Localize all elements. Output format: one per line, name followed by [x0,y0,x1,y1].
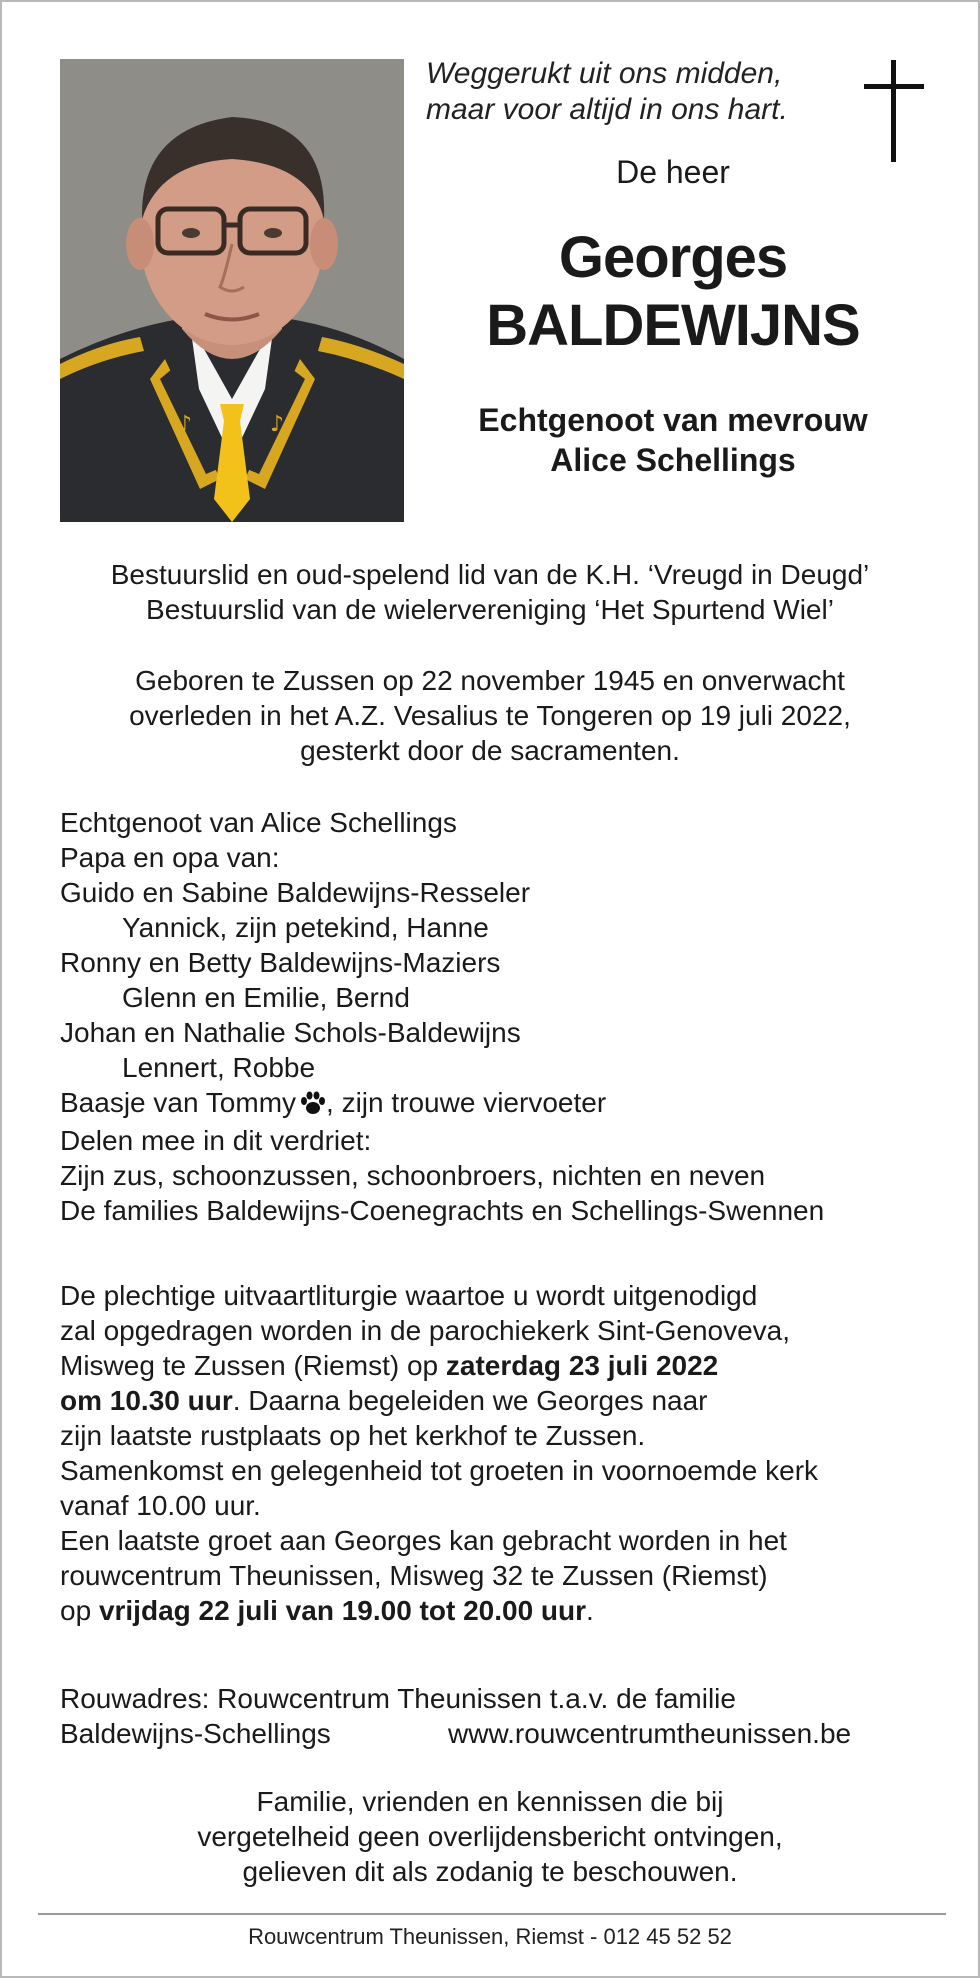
quote-line-1: Weggerukt uit ons midden, [426,57,783,90]
birth-death-line: Geboren te Zussen op 22 november 1945 en onverwacht [135,665,845,696]
grandchildren-line: Glenn en Emilie, Bernd [122,982,410,1013]
website-link[interactable]: www.rouwcentrumtheunissen.be [448,1718,852,1749]
portrait-photo [60,59,404,522]
deceased-name [472,224,874,360]
viewing-suffix: . [586,1595,594,1626]
address-line-1: Rouwadres: Rouwcentrum Theunissen t.a.v. de familie [60,1683,736,1714]
ceremony-location: Misweg te Zussen (Riemst) op [60,1350,446,1381]
address-line-2 [60,1716,950,1751]
spouse-line-2: Alice Schellings [550,442,796,478]
spouse-line-1: Echtgenoot van mevrouw [478,402,868,438]
ceremony-line [60,1593,950,1628]
ceremony-info [60,1278,950,1628]
last-name: BALDEWIJNS [486,293,860,358]
child-line: Johan en Nathalie Schols-Baldewijns [60,1017,521,1048]
families-line: De families Baldewijns-Coenegrachts en Schellings-Swennen [60,1195,825,1226]
pet-text-after: , zijn trouwe viervoeter [326,1087,607,1118]
ceremony-line: vanaf 10.00 uur. [60,1490,261,1521]
grandchildren-line: Lennert, Robbe [122,1052,316,1083]
pet-text-before: Baasje van Tommy [60,1087,297,1118]
portrait-illustration [60,59,404,522]
birth-death-line: gesterkt door de sacramenten. [300,735,680,766]
ceremony-line: rouwcentrum Theunissen, Misweg 32 te Zussen (Riemst) [60,1560,768,1591]
ceremony-time: om 10.30 uur [60,1385,233,1416]
relatives-line: Zijn zus, schoonzussen, schoonbroers, nichten en neven [60,1160,766,1191]
membership-line: Bestuurslid en oud-spelend lid van de K.H. ‘Vreugd in Deugd’ [110,559,870,590]
svg-text:♪: ♪ [178,412,193,437]
ceremony-line: zijn laatste rustplaats op het kerkhof te Zussen. [60,1420,646,1451]
closing-line: Familie, vrienden en kennissen die bij [256,1786,724,1817]
family-spouse-line: Echtgenoot van Alice Schellings [60,807,457,838]
memorial-quote [426,56,826,128]
svg-text:♪: ♪ [270,412,285,437]
ceremony-text: . Daarna begeleiden we Georges naar [232,1385,708,1416]
memberships [42,557,938,627]
cross-icon [864,60,924,167]
mourning-address [60,1681,950,1751]
viewing-time: vrijdag 22 juli van 19.00 tot 20.00 uur [98,1595,587,1626]
footer-text: Rouwcentrum Theunissen, Riemst - 012 45 52 52 [248,1924,732,1949]
closing-line: vergetelheid geen overlijdensbericht ontvingen, [197,1821,783,1852]
address-family: Baldewijns-Schellings [60,1718,331,1749]
ceremony-line [60,1348,950,1383]
child-line: Guido en Sabine Baldewijns-Resseler [60,877,531,908]
ceremony-line [60,1383,950,1418]
closing-note [42,1784,938,1889]
closing-line: gelieven dit als zodanig te beschouwen. [242,1856,738,1887]
footer-divider [38,1913,946,1915]
child-line: Ronny en Betty Baldewijns-Maziers [60,947,501,978]
first-name: Georges [558,225,788,290]
share-intro: Delen mee in dit verdriet: [60,1125,372,1156]
viewing-prefix: op [60,1595,99,1626]
grandchildren-line: Yannick, zijn petekind, Hanne [122,912,489,943]
spouse-heading [442,400,904,480]
honorific: De heer [616,154,730,190]
ceremony-line: De plechtige uitvaartliturgie waartoe u wordt uitgenodigd [60,1280,758,1311]
membership-line: Bestuurslid van de wielervereniging ‘Het Spurtend Wiel’ [146,594,834,625]
family-list [60,805,950,1228]
pet-line [60,1085,950,1123]
quote-line-2: maar voor altijd in ons hart. [426,93,788,126]
birth-death-line: overleden in het A.Z. Vesalius te Tongeren op 19 juli 2022, [129,700,851,731]
paw-print-icon [300,1088,326,1123]
ceremony-date: zaterdag 23 juli 2022 [445,1350,719,1381]
ceremony-line: zal opgedragen worden in de parochiekerk Sint-Genoveva, [60,1315,791,1346]
ceremony-line: Een laatste groet aan Georges kan gebracht worden in het [60,1525,787,1556]
children-intro: Papa en opa van: [60,842,280,873]
birth-death-info [42,663,938,768]
ceremony-line: Samenkomst en gelegenheid tot groeten in voornoemde kerk [60,1455,819,1486]
